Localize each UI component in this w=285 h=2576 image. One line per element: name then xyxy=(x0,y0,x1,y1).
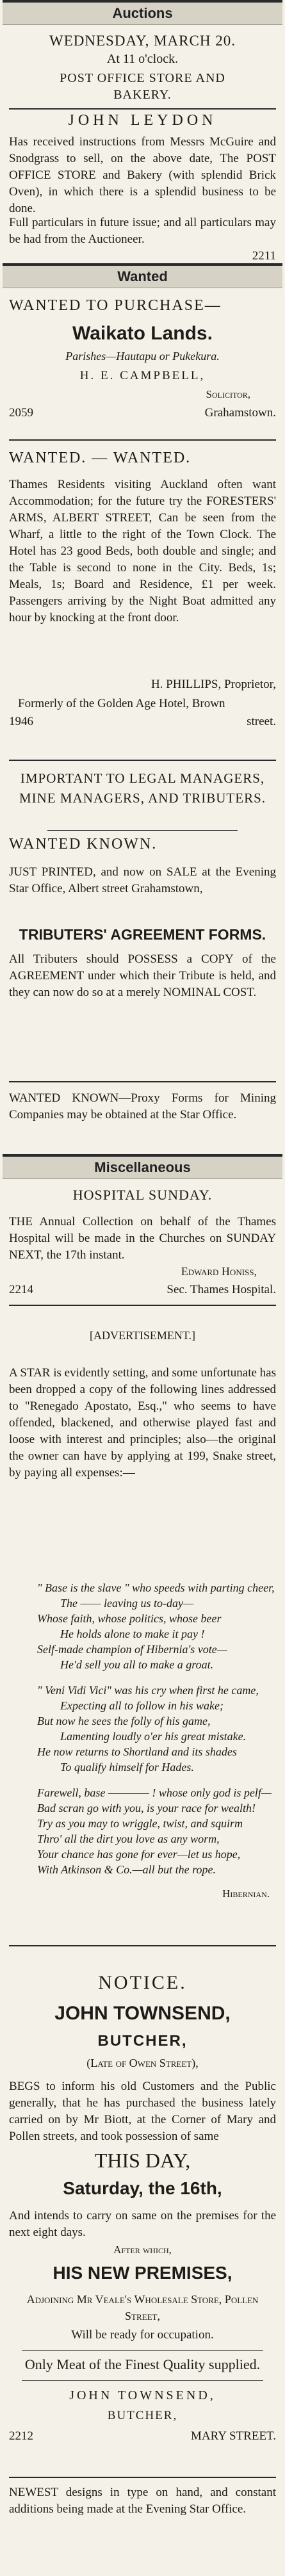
advertisement-section xyxy=(0,1306,285,1945)
poem-line: He'd sell you all to make a groat. xyxy=(60,1658,214,1671)
poem-line: Expecting all to follow in his wake; xyxy=(60,1699,224,1712)
notice-after: After which, xyxy=(113,2244,172,2256)
poem-line: Lamenting loudly o'er his great mistake. xyxy=(60,1730,247,1743)
notice-sig-trade: BUTCHER, xyxy=(107,2409,178,2422)
poem-line: " Base is the slave " who speeds with parting cheer, xyxy=(37,1581,275,1594)
waikato-parishes: Parishes—Hautapu or Pukekura. xyxy=(65,350,220,363)
hotel-title: WANTED. — WANTED. xyxy=(9,450,191,466)
poem-line: With Atkinson & Co.—all but the rope. xyxy=(37,1863,216,1876)
poem-stanza-2 xyxy=(9,1683,276,1785)
notice-date: Saturday, the 16th, xyxy=(63,2178,222,2198)
waikato-title: WANTED TO PURCHASE— xyxy=(9,297,222,314)
poem-line: Self-made champion of Hibernia's vote— xyxy=(37,1643,227,1656)
hospital-body: THE Annual Collection on behalf of the Thames Hospital will be made in the Churches on SUNDAY NEXT, the 17th instant. xyxy=(9,1215,276,1262)
notice-street: MARY STREET. xyxy=(190,2429,276,2443)
hotel-body: Thames Residents visiting Auckland often want Accommodation; for the future try the FORESTERS' ARMS, ALBERT STREET, Can be seen from the Wharf, a little to the right of the Town Clock. The Hotel has 23 good Beds, both double and single; and the Table is second to none in the City. Beds, 1s; Meals, 1s; Board and Residence, £1 per week. Passengers arriving by the Night Boat admitted any hour by knocking at the front door. xyxy=(9,478,276,624)
notice-ready: Will be ready for occupation. xyxy=(71,2328,214,2342)
poem-line: Whose faith, whose politics, whose beer xyxy=(37,1612,222,1625)
notice-title: NOTICE. xyxy=(98,1972,187,1993)
poem-stanza-3 xyxy=(9,1785,276,1887)
hospital-advert xyxy=(0,1179,285,1305)
notice-premises: HIS NEW PREMISES, xyxy=(53,2263,232,2283)
auction-title-1: POST OFFICE STORE AND xyxy=(60,71,225,85)
legal-heading: IMPORTANT TO LEGAL MANAGERS, MINE MANAGERS, AND TRIBUTERS. xyxy=(19,770,266,806)
hospital-name: Edward Honiss, xyxy=(181,1265,257,1278)
auction-footer: Full particulars in future issue; and all particulars may be had from the Auctioneer. xyxy=(9,216,276,246)
waikato-footer-row xyxy=(9,405,276,421)
notice-intends: And intends to carry on same on the premises for the next eight days. xyxy=(9,2209,276,2239)
poem-line: Thro' all the dirt you love as any worm, xyxy=(37,1832,220,1845)
legal-title: WANTED KNOWN. xyxy=(9,836,158,852)
auction-auctioneer-name: JOHN LEYDON xyxy=(9,108,276,134)
poem-line: Try as you may to wriggle, twist, and squirm xyxy=(37,1817,243,1830)
notice-name: JOHN TOWNSEND, xyxy=(54,2003,231,2024)
poem-line: He now returns to Shortland and its shades xyxy=(37,1745,237,1758)
poem-line: The —— leaving us to-day— xyxy=(60,1597,193,1610)
hospital-role: Sec. Thames Hospital. xyxy=(167,1283,276,1296)
hotel-signature: H. PHILLIPS, Proprietor, xyxy=(151,678,276,691)
proxy-advert xyxy=(0,1082,285,1154)
notice-sig-name: JOHN TOWNSEND, xyxy=(69,2388,216,2402)
legal-display: TRIBUTERS' AGREEMENT FORMS. xyxy=(19,926,266,943)
advert-signature: Hibernian. xyxy=(222,1887,270,1900)
hospital-ref: 2214 xyxy=(9,1283,33,1296)
auction-body: Has received instructions from Messrs McGuire and Snodgrass to sell, on the above date, The POST OFFICE STORE and Bakery (with splendid Brick Oven), in which there is a splendid business to be done. xyxy=(9,135,276,215)
poem-line: But now he sees the folly of his game, xyxy=(37,1715,211,1727)
hotel-formerly: Formerly of the Golden Age Hotel, Brown xyxy=(18,697,225,710)
legal-body: JUST PRINTED, and now on SALE at the Evening Star Office, Albert street Grahamstown, xyxy=(9,865,276,895)
hospital-footer-row xyxy=(9,1282,276,1298)
notice-only: Only Meat of the Finest Quality supplied. xyxy=(22,2350,263,2381)
legal-advert xyxy=(0,761,285,1081)
poem-line: " Veni Vidi Vici" was his cry when first he came, xyxy=(37,1684,259,1697)
proxy-text: WANTED KNOWN—Proxy Forms for Mining Companies may be obtained at the Star Office. xyxy=(9,1091,276,1121)
hospital-title: HOSPITAL SUNDAY. xyxy=(72,1187,213,1203)
auctions-header: Auctions xyxy=(3,0,282,25)
notice-late: (Late of Owen Street), xyxy=(86,2057,199,2069)
poem-line: Your chance has gone for ever—let us hope, xyxy=(37,1848,241,1861)
notice-trade: BUTCHER, xyxy=(97,2032,188,2050)
hotel-ref: 1946 xyxy=(9,715,33,728)
hotel-advert xyxy=(0,441,285,760)
type-advert xyxy=(0,2478,285,2529)
notice-ref: 2212 xyxy=(9,2429,33,2443)
poem-line: Farewell, base ———— ! whose only god is pelf— xyxy=(37,1786,272,1799)
notice-this-day: THIS DAY, xyxy=(94,2149,191,2172)
notice-footer-row xyxy=(9,2428,276,2445)
advert-label: [ADVERTISEMENT.] xyxy=(89,1329,196,1342)
hotel-street: street. xyxy=(247,715,276,728)
auction-title-2: BAKERY. xyxy=(113,88,172,102)
wanted-header: Wanted xyxy=(3,263,282,288)
poem-line: To qualify himself for Hades. xyxy=(60,1761,194,1773)
waikato-ref: 2059 xyxy=(9,406,33,420)
waikato-name: H. E. CAMPBELL, xyxy=(79,369,206,382)
auction-advert xyxy=(0,25,285,263)
notice-body: BEGS to inform his old Customers and the Public generally, that he has purchased the business lately carried on by Mr Biott, at the Corner of Mary and Pollen streets, and took possession of same xyxy=(9,2080,276,2143)
poem-line: He holds alone to make it pay ! xyxy=(60,1627,205,1640)
auction-time: At 11 o'clock. xyxy=(106,52,179,66)
waikato-subject: Waikato Lands. xyxy=(72,323,213,344)
poem-line: Bad scran go with you, is your race for wealth! xyxy=(37,1802,256,1814)
notice-adjoining: Adjoining Mr Veale's Wholesale Store, Pollen Street, xyxy=(26,2293,259,2322)
auction-date: WEDNESDAY, MARCH 20. xyxy=(49,33,236,49)
advert-body: A STAR is evidently setting, and some unfortunate has been dropped a copy of the following lines addressed to "Renegado Apostato, Esq.," who seems to have offended, blackened, and otherwise played fast and loose with interest and principles; also—the original the owner can have by applying at 199, Snake street, by paying all expenses:— xyxy=(9,1366,276,1480)
waikato-place: Grahamstown. xyxy=(204,406,276,420)
legal-footer: All Tributers should POSSESS a COPY of the AGREEMENT under which their Tribute is held, and they can now do so at a merely NOMINAL COST. xyxy=(9,952,276,999)
waikato-role: Solicitor, xyxy=(206,388,250,400)
auction-ref: 2211 xyxy=(252,249,276,263)
poem-stanza-1 xyxy=(9,1580,276,1683)
waikato-advert xyxy=(0,288,285,439)
hotel-footer-row xyxy=(9,713,276,730)
misc-header: Miscellaneous xyxy=(3,1154,282,1179)
notice-advert xyxy=(0,1946,285,2477)
type-text: NEWEST designs in type on hand, and constant additions being made at the Evening Star Office. xyxy=(9,2486,276,2516)
